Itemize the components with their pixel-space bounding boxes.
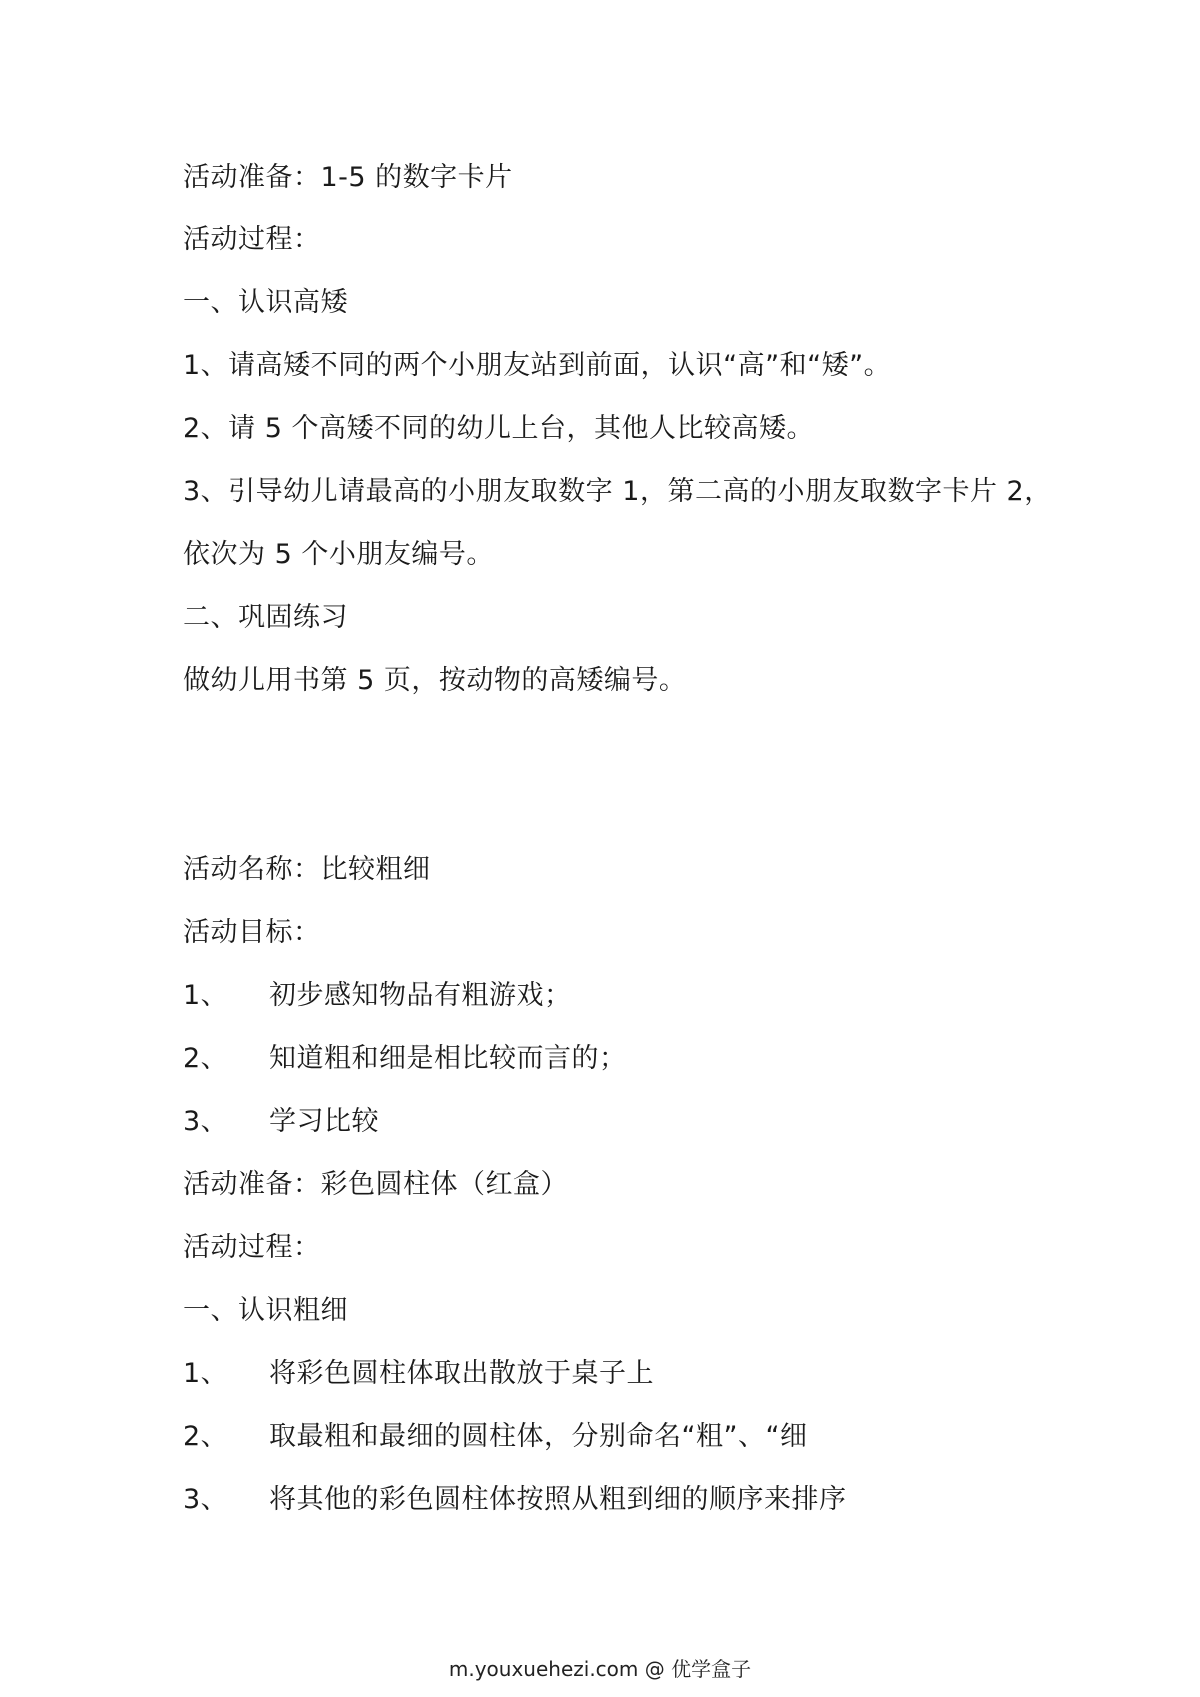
goal-number: 1、 <box>183 980 229 1011</box>
activity-name: 活动名称：比较粗细 <box>183 854 431 885</box>
goal-text: 初步感知物品有粗游戏； <box>269 980 572 1011</box>
part-heading: 一、认识粗细 <box>183 1295 348 1326</box>
step-text: 将其他的彩色圆柱体按照从粗到细的顺序来排序 <box>269 1484 847 1515</box>
step-item: 3、引导幼儿请最高的小朋友取数字 1，第二高的小朋友取数字卡片 2， <box>183 476 1052 507</box>
step-number: 2、 <box>183 1421 229 1452</box>
activity-process-label: 活动过程： <box>183 224 321 255</box>
activity-prep: 活动准备：彩色圆柱体（红盒） <box>183 1169 568 1200</box>
step-text: 取最粗和最细的圆柱体，分别命名“粗”、“细 <box>269 1421 808 1452</box>
step-item <box>183 1482 847 1518</box>
goal-text: 知道粗和细是相比较而言的； <box>269 1043 627 1074</box>
goal-item <box>183 1041 627 1077</box>
step-item-continued: 依次为 5 个小朋友编号。 <box>183 539 494 570</box>
step-item: 1、请高矮不同的两个小朋友站到前面，认识“高”和“矮”。 <box>183 350 892 381</box>
step-number: 1、 <box>183 1358 229 1389</box>
goal-number: 3、 <box>183 1106 229 1137</box>
goal-item <box>183 978 572 1014</box>
footer-watermark: m.youxuehezi.com @ 优学盒子 <box>448 1657 752 1681</box>
step-number: 3、 <box>183 1484 229 1515</box>
step-item <box>183 1356 654 1392</box>
part-heading: 二、巩固练习 <box>183 602 348 633</box>
step-text: 将彩色圆柱体取出散放于桌子上 <box>269 1358 654 1389</box>
goal-number: 2、 <box>183 1043 229 1074</box>
step-item: 2、请 5 个高矮不同的幼儿上台，其他人比较高矮。 <box>183 413 815 444</box>
activity-goal-label: 活动目标： <box>183 917 321 948</box>
step-item <box>183 1419 807 1455</box>
activity-process-label: 活动过程： <box>183 1232 321 1263</box>
goal-item <box>183 1104 379 1140</box>
paragraph: 做幼儿用书第 5 页，按动物的高矮编号。 <box>183 665 687 696</box>
part-heading: 一、认识高矮 <box>183 287 348 318</box>
activity-prep: 活动准备：1-5 的数字卡片 <box>183 162 513 193</box>
goal-text: 学习比较 <box>269 1106 379 1137</box>
